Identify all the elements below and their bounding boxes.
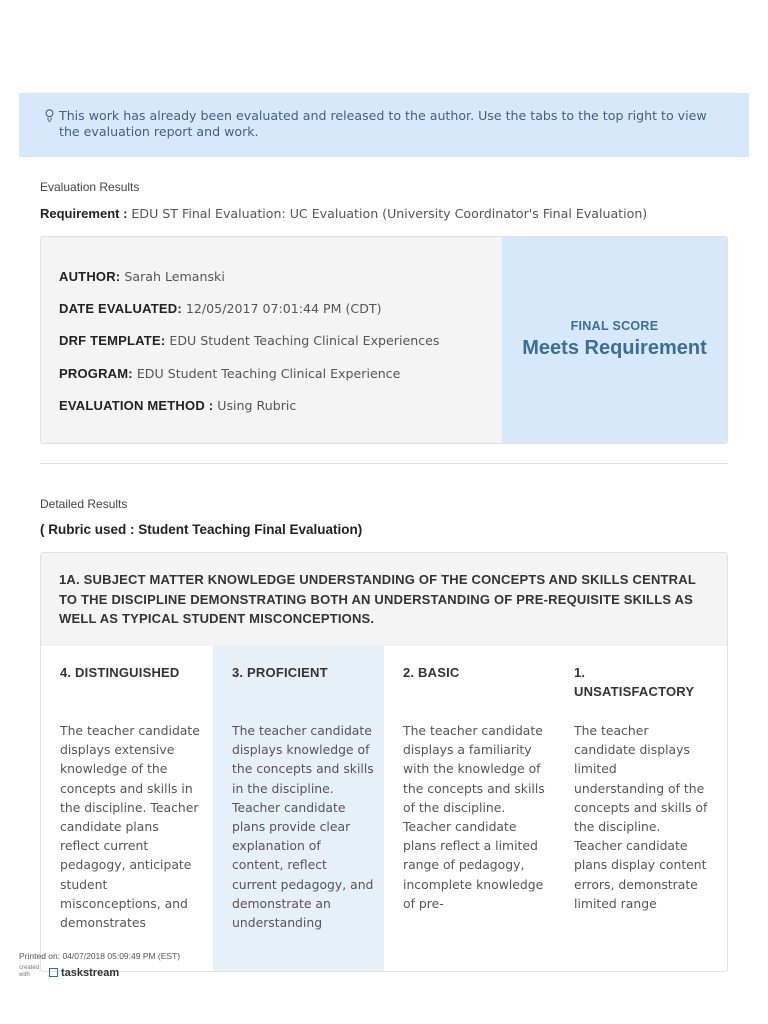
criterion-title: 1A. SUBJECT MATTER KNOWLEDGE UNDERSTANDING OF THE CONCEPTS AND SKILLS CENTRAL TO THE DISCIPLINE DEMONSTRATING BOTH AN UNDERSTANDING OF PRE-REQUISITE SKILLS AS WELL AS TYPICAL STUDENT MISCONCEPTIONS. xyxy=(41,553,727,646)
final-score-box xyxy=(502,237,727,443)
program-row xyxy=(59,366,439,398)
level-proficient xyxy=(213,646,384,972)
evaluation-method-row xyxy=(59,398,439,430)
program-label: PROGRAM: xyxy=(59,365,133,381)
final-score-value: Meets Requirement xyxy=(522,337,707,359)
level-distinguished xyxy=(41,646,212,972)
info-banner-text: This work has already been evaluated and released to the author. Use the tabs to the top right to view the evaluation report and work. xyxy=(59,108,707,139)
evaluation-summary-card xyxy=(40,236,728,444)
final-score-label: FINAL SCORE xyxy=(570,319,659,333)
level-basic xyxy=(384,646,555,972)
evaluation-method-value: Using Rubric xyxy=(217,397,297,413)
drf-template-label: DRF TEMPLATE: xyxy=(59,333,166,349)
drf-template-value: EDU Student Teaching Clinical Experiences xyxy=(169,333,440,349)
taskstream-brand: taskstream xyxy=(61,967,120,979)
rubric-used-label: ( Rubric used : Student Teaching Final Evaluation) xyxy=(40,522,363,537)
requirement-label: Requirement : xyxy=(40,206,128,221)
taskstream-logo-icon xyxy=(49,968,58,977)
detailed-results-title: Detailed Results xyxy=(40,497,128,511)
level-title: 3. PROFICIENT xyxy=(232,665,328,680)
date-evaluated-row xyxy=(59,301,439,333)
rubric-criterion-card xyxy=(40,552,728,972)
requirement-value: EDU ST Final Evaluation: UC Evaluation (University Coordinator's Final Evaluation) xyxy=(131,206,648,221)
author-row xyxy=(59,269,439,301)
date-evaluated-value: 12/05/2017 07:01:44 PM (CDT) xyxy=(185,301,382,317)
printed-on-text: Printed on: 04/07/2018 05:09:49 PM (EST) xyxy=(19,951,181,961)
author-label: AUTHOR: xyxy=(59,269,121,284)
created-with-text: created with xyxy=(19,965,40,978)
date-evaluated-label: DATE EVALUATED: xyxy=(59,301,182,317)
level-unsatisfactory xyxy=(555,646,727,972)
requirement-line xyxy=(40,206,647,221)
level-description: The teacher candidate displays limited understanding of the concepts and skills of the discipline. Teacher candidate plans display content errors, demonstrate limited range xyxy=(574,723,708,911)
lightbulb-icon xyxy=(45,109,54,123)
level-title: 2. BASIC xyxy=(403,665,460,680)
level-description: The teacher candidate displays knowledge of the concepts and skills in the discipline. Teacher candidate plans provide clear explanation of content, reflect current pedagogy, and demonstrate an understanding xyxy=(232,723,374,931)
evaluation-details xyxy=(59,269,439,430)
level-title: 1. UNSATISFACTORY xyxy=(574,665,695,699)
author-value: Sarah Lemanski xyxy=(124,269,225,284)
info-banner xyxy=(19,93,749,157)
drf-template-row xyxy=(59,333,439,365)
program-value: EDU Student Teaching Clinical Experience xyxy=(136,365,401,381)
level-description: The teacher candidate displays extensive knowledge of the concepts and skills in the discipline. Teacher candidate plans reflect current pedagogy, anticipate student misconceptions, and demonstrates xyxy=(60,723,200,931)
level-title: 4. DISTINGUISHED xyxy=(60,665,180,680)
level-description: The teacher candidate displays a familiarity with the knowledge of the concepts and skills of the discipline. Teacher candidate plans reflect a limited range of pedagogy, incomplete knowledge of pre- xyxy=(403,723,545,911)
evaluation-method-label: EVALUATION METHOD : xyxy=(59,397,214,413)
evaluation-results-title: Evaluation Results xyxy=(40,180,140,194)
section-divider xyxy=(40,463,728,464)
